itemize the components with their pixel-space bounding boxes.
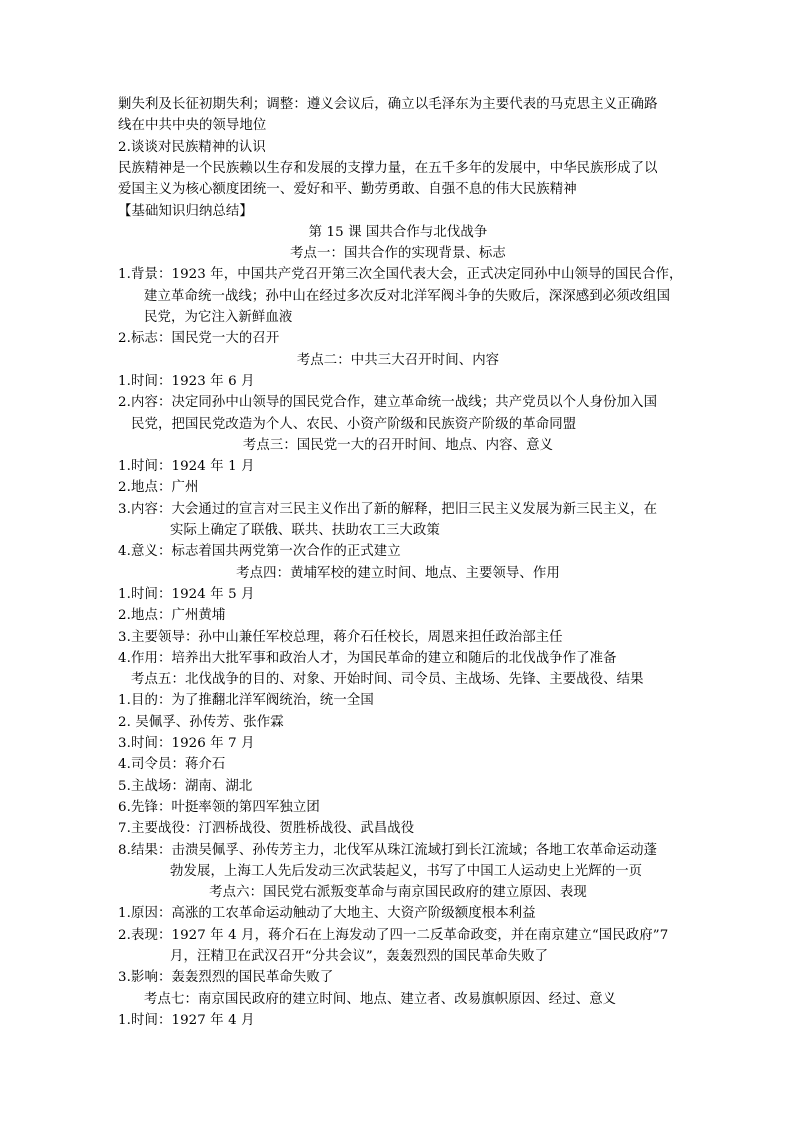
document-line: 1.背景：1923 年，中国共产党召开第三次全国代表大会，正式决定同孙中山领导的国民合作， <box>118 267 683 283</box>
document-line: 线在中共中央的领导地位 <box>118 118 267 134</box>
document-line: 民党，为它注入新鲜血液 <box>144 310 293 325</box>
document-line: 考点四：黄埔军校的建立时间、地点、主要领导、作用 <box>236 565 560 581</box>
document-line: 月，汪精卫在武汉召开“分共会议”，轰轰烈烈的国民革命失败了 <box>170 949 549 964</box>
document-line: 考点七：南京国民政府的建立时间、地点、建立者、改易旗帜原因、经过、意义 <box>144 991 617 1007</box>
document-line: 1.目的：为了推翻北洋军阀统治，统一全国 <box>118 693 374 709</box>
document-line: 1.时间：1923 年 6 月 <box>118 373 255 389</box>
document-line: 考点二：中共三大召开时间、内容 <box>296 352 500 368</box>
document-line: 民族精神是一个民族赖以生存和发展的支撑力量，在五千多年的发展中，中华民族形成了以 <box>118 160 658 176</box>
document-line: 4.意义：标志着国共两党第一次合作的正式建立 <box>118 544 401 560</box>
document-line: 考点五：北伐战争的目的、对象、开始时间、司令员、主战场、先锋、主要战役、结果 <box>131 672 644 688</box>
document-line: 建立革命统一战线；孙中山在经过多次反对北洋军阀斗争的失败后，深深感到必须改组国 <box>144 288 671 304</box>
document-line: 7.主要战役：汀泗桥战役、贺胜桥战役、武昌战役 <box>118 821 415 837</box>
document-line: 2.地点：广州黄埔 <box>118 608 226 624</box>
document-line: 2.谈谈对民族精神的认识 <box>118 139 266 155</box>
document-line: 1.时间：1924 年 5 月 <box>118 586 255 602</box>
document-line: 2.地点：广州 <box>118 480 199 496</box>
document-line: 3.时间：1926 年 7 月 <box>118 736 255 751</box>
document-line: 第 15 课 国共合作与北伐战争 <box>308 224 488 240</box>
document-line: 实际上确定了联俄、联共、扶助农工三大政策 <box>170 523 440 538</box>
document-line: 5.主战场：湖南、湖北 <box>118 778 253 794</box>
document-line: 2.标志：国民党一大的召开 <box>118 331 280 347</box>
document-line: 剿失利及长征初期失利；调整：遵义会议后，确立以毛泽东为主要代表的马克思主义正确路 <box>118 97 658 112</box>
document-line: 爱国主义为核心额度团统一、爱好和平、勤劳勇敢、自强不息的伟大民族精神 <box>118 182 577 198</box>
document-line: 1.时间：1924 年 1 月 <box>118 459 255 475</box>
document-line: 1.时间：1927 年 4 月 <box>118 1012 255 1028</box>
document-line: 民党，把国民党改造为个人、农民、小资产阶级和民族资产阶级的革命同盟 <box>131 416 577 432</box>
document-line: 勃发展，上海工人先后发动三次武装起义，书写了中国工人运动史上光辉的一页 <box>170 863 643 879</box>
document-line: 8.结果：击溃吴佩孚、孙传芳主力，北伐军从珠江流域打到长江流域；各地工农革命运动蓬 <box>118 842 658 858</box>
document-line: 考点三：国民党一大的召开时间、地点、内容、意义 <box>242 437 554 453</box>
document-line: 4.司令员：蒋介石 <box>118 757 226 773</box>
document-line: 考点六：国民党右派叛变革命与南京国民政府的建立原因、表现 <box>209 885 587 901</box>
document-line: 6.先锋：叶挺率领的第四军独立团 <box>118 799 320 815</box>
document-line: 3.内容：大会通过的宣言对三民主义作出了新的解释，把旧三民主义发展为新三民主义，在 <box>118 501 658 517</box>
document-line: 2.内容：决定同孙中山领导的国民党合作，建立革命统一战线；共产党员以个人身份加入国 <box>118 395 658 411</box>
document-line: 【基础知识归纳总结】 <box>118 203 253 219</box>
document-line: 3.主要领导：孙中山兼任军校总理，蒋介石任校长，周恩来担任政治部主任 <box>118 629 563 645</box>
document-line: 3.影响：轰轰烈烈的国民革命失败了 <box>118 970 334 986</box>
document-line: 2. 吴佩孚、孙传芳、张作霖 <box>118 714 284 730</box>
document-line: 考点一：国共合作的实现背景、标志 <box>290 246 506 262</box>
document-line: 1.原因：高涨的工农革命运动触动了大地主、大资产阶级额度根本利益 <box>118 906 536 922</box>
document-line: 4.作用：培养出大批军事和政治人才，为国民革命的建立和随后的北伐战争作了准备 <box>118 650 617 666</box>
document-line: 2.表现：1927 年 4 月，蒋介石在上海发动了四一二反革命政变，并在南京建立“国民政府”7 <box>118 927 669 943</box>
